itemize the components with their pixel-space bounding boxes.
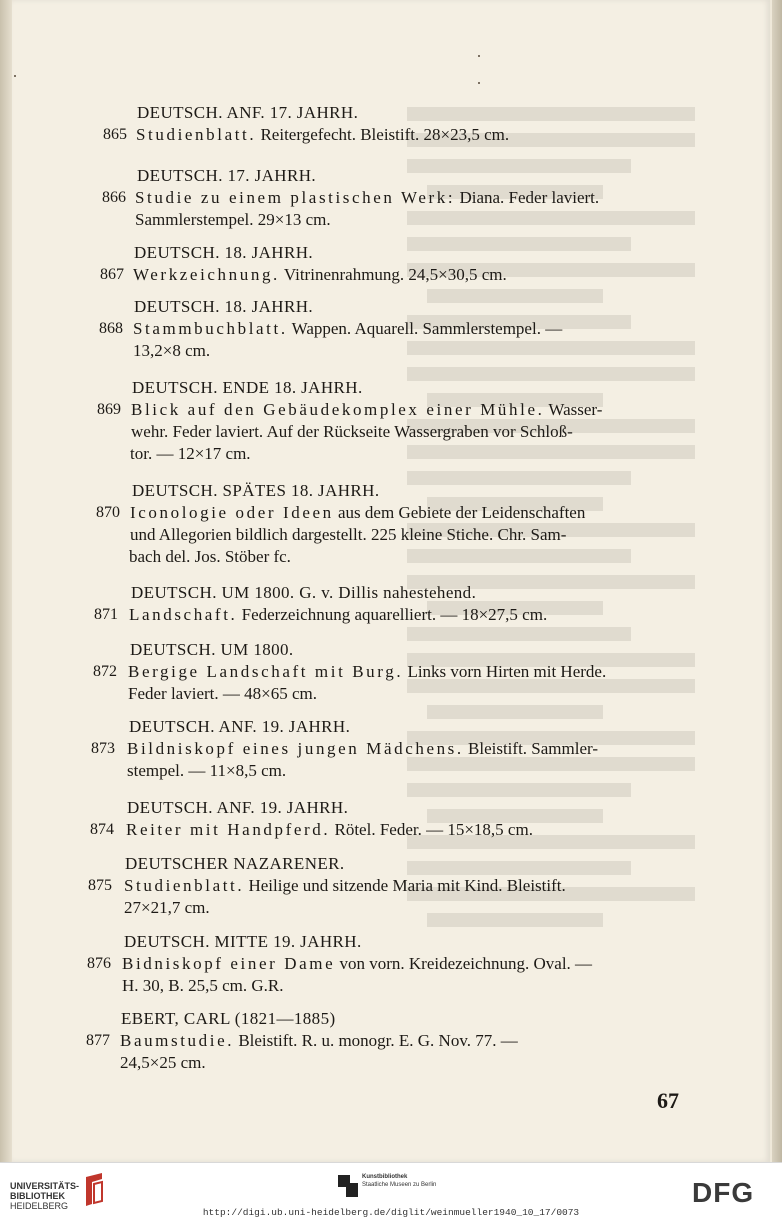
entry-text-line <box>122 976 284 996</box>
entry-description: stempel. — 11×8,5 cm. <box>127 761 287 780</box>
entry-text-line <box>128 684 317 704</box>
entry-number: 874 <box>90 821 114 838</box>
entry-heading: DEUTSCH. 17. JAHRH. <box>137 166 317 185</box>
entry-number: 871 <box>94 606 118 623</box>
entry-text-line <box>130 444 251 464</box>
entry-title: Iconologie oder Ideen <box>130 503 334 522</box>
kb-line: Kunstbibliothek <box>362 1174 408 1180</box>
entry-number: 876 <box>87 955 111 972</box>
entry-text-line <box>133 341 210 361</box>
entry-heading: DEUTSCH. MITTE 19. JAHRH. <box>124 932 362 951</box>
entry-heading: DEUTSCH. UM 1800. G. v. Dillis nahestehend. <box>131 583 477 602</box>
entry-description: Diana. Feder laviert. <box>459 188 600 207</box>
entry-heading: DEUTSCHER NAZARENER. <box>125 854 345 873</box>
entry-text-line <box>135 188 599 208</box>
ub-line: BIBLIOTHEK <box>10 1191 65 1201</box>
entry-text-line <box>120 1053 206 1073</box>
entry-title: Stammbuchblatt. <box>133 319 288 338</box>
entry-number: 872 <box>93 663 117 680</box>
kb-line: Staatliche Museen zu Berlin <box>362 1182 437 1188</box>
kunstbibliothek-logo-icon[interactable] <box>338 1175 358 1197</box>
entry-number: 867 <box>100 266 124 283</box>
entry-heading: EBERT, CARL (1821—1885) <box>121 1009 336 1028</box>
entry-description: tor. — 12×17 cm. <box>130 444 251 463</box>
entry-description: Rötel. Feder. — 15×18,5 cm. <box>334 820 533 839</box>
entry-title: Blick auf den Gebäudekomplex einer Mühle. <box>131 400 545 419</box>
ub-line: UNIVERSITÄTS- <box>10 1181 80 1191</box>
entry-text-line <box>124 876 566 896</box>
entry-number: 875 <box>88 877 112 894</box>
entry-description: Reitergefecht. Bleistift. 28×23,5 cm. <box>260 125 510 144</box>
entry-number: 873 <box>91 740 115 757</box>
entry-text-line <box>135 210 331 230</box>
entry-title: Studie zu einem plastischen Werk: <box>135 188 456 207</box>
entry-text-line <box>127 761 286 781</box>
entry-heading: DEUTSCH. SPÄTES 18. JAHRH. <box>132 481 380 500</box>
entry-number: 870 <box>96 504 120 521</box>
entry-text-line <box>130 503 585 523</box>
entry-heading: DEUTSCH. 18. JAHRH. <box>134 297 314 316</box>
entry-description: 27×21,7 cm. <box>124 898 210 917</box>
entry-number: 868 <box>99 320 123 337</box>
entry-heading: DEUTSCH. ANF. 19. JAHRH. <box>127 798 349 817</box>
ub-heidelberg-logo-icon[interactable] <box>80 1171 108 1207</box>
entry-description: Sammlerstempel. 29×13 cm. <box>135 210 331 229</box>
viewer-footer <box>0 1162 782 1220</box>
dfg-logo[interactable]: DFG <box>692 1177 755 1208</box>
entry-text-line <box>122 954 592 974</box>
entry-description: aus dem Gebiete der Leidenschaften <box>338 503 586 522</box>
entry-text-line <box>129 605 547 625</box>
entry-description: 24,5×25 cm. <box>120 1053 206 1072</box>
ub-line: HEIDELBERG <box>10 1201 69 1211</box>
permalink-url[interactable]: http://digi.ub.uni-heidelberg.de/diglit/weinmueller1940_10_17/0073 <box>202 1207 580 1218</box>
entry-heading: DEUTSCH. ENDE 18. JAHRH. <box>132 378 363 397</box>
entry-description: Wappen. Aquarell. Sammlerstempel. — <box>291 319 563 338</box>
entry-text-line <box>133 265 507 285</box>
entry-description: bach del. Jos. Stöber fc. <box>129 547 291 566</box>
entry-description: von vorn. Kreidezeichnung. Oval. — <box>339 954 593 973</box>
entry-description: Heilige und sitzende Maria mit Kind. Bleistift. <box>248 876 566 895</box>
entry-heading: DEUTSCH. UM 1800. <box>130 640 294 659</box>
entry-text-line <box>127 739 598 759</box>
entry-title: Werkzeichnung. <box>133 265 280 284</box>
entry-title: Bildniskopf eines jungen Mädchens. <box>127 739 464 758</box>
entry-number: 866 <box>102 189 126 206</box>
entry-heading: DEUTSCH. ANF. 19. JAHRH. <box>129 717 351 736</box>
entry-text-line <box>133 319 562 339</box>
entry-text-line <box>131 400 602 420</box>
entry-number: 865 <box>103 126 127 143</box>
page-number: 67 <box>657 1088 679 1113</box>
entry-description: Vitrinenrahmung. 24,5×30,5 cm. <box>283 265 507 284</box>
kunstbibliothek-label[interactable] <box>362 1173 436 1189</box>
entry-text-line <box>120 1031 518 1051</box>
entry-text-line <box>124 898 210 918</box>
entry-description: Bleistift. Sammler- <box>468 739 598 758</box>
entry-description: Links vorn Hirten mit Herde. <box>407 662 607 681</box>
entry-text-line <box>136 125 509 145</box>
entry-title: Bergige Landschaft mit Burg. <box>128 662 404 681</box>
entry-description: Federzeichnung aquarelliert. — 18×27,5 cm. <box>241 605 548 624</box>
entry-title: Studienblatt. <box>124 876 245 895</box>
entry-number: 869 <box>97 401 121 418</box>
entry-description: wehr. Feder laviert. Auf der Rückseite Wassergraben vor Schloß- <box>131 422 573 441</box>
entry-heading: DEUTSCH. 18. JAHRH. <box>134 243 314 262</box>
entry-text-line <box>126 820 533 840</box>
entry-text-line <box>129 547 291 567</box>
entry-text-line <box>131 422 573 442</box>
entry-description: Feder laviert. — 48×65 cm. <box>128 684 317 703</box>
entry-title: Landschaft. <box>129 605 238 624</box>
entry-text-line <box>128 662 606 682</box>
entry-text-line <box>130 525 566 545</box>
entry-description: Bleistift. R. u. monogr. E. G. Nov. 77. — <box>238 1031 518 1050</box>
entry-title: Baumstudie. <box>120 1031 235 1050</box>
entry-title: Reiter mit Handpferd. <box>126 820 331 839</box>
entry-title: Bidniskopf einer Dame <box>122 954 336 973</box>
entry-heading: DEUTSCH. ANF. 17. JAHRH. <box>137 103 359 122</box>
entry-description: 13,2×8 cm. <box>133 341 211 360</box>
entry-description: H. 30, B. 25,5 cm. G.R. <box>122 976 284 995</box>
entry-description: und Allegorien bildlich dargestellt. 225 kleine Stiche. Chr. Sam- <box>130 525 567 544</box>
entry-description: Wasser- <box>548 400 603 419</box>
entry-title: Studienblatt. <box>136 125 257 144</box>
entry-number: 877 <box>86 1032 110 1049</box>
